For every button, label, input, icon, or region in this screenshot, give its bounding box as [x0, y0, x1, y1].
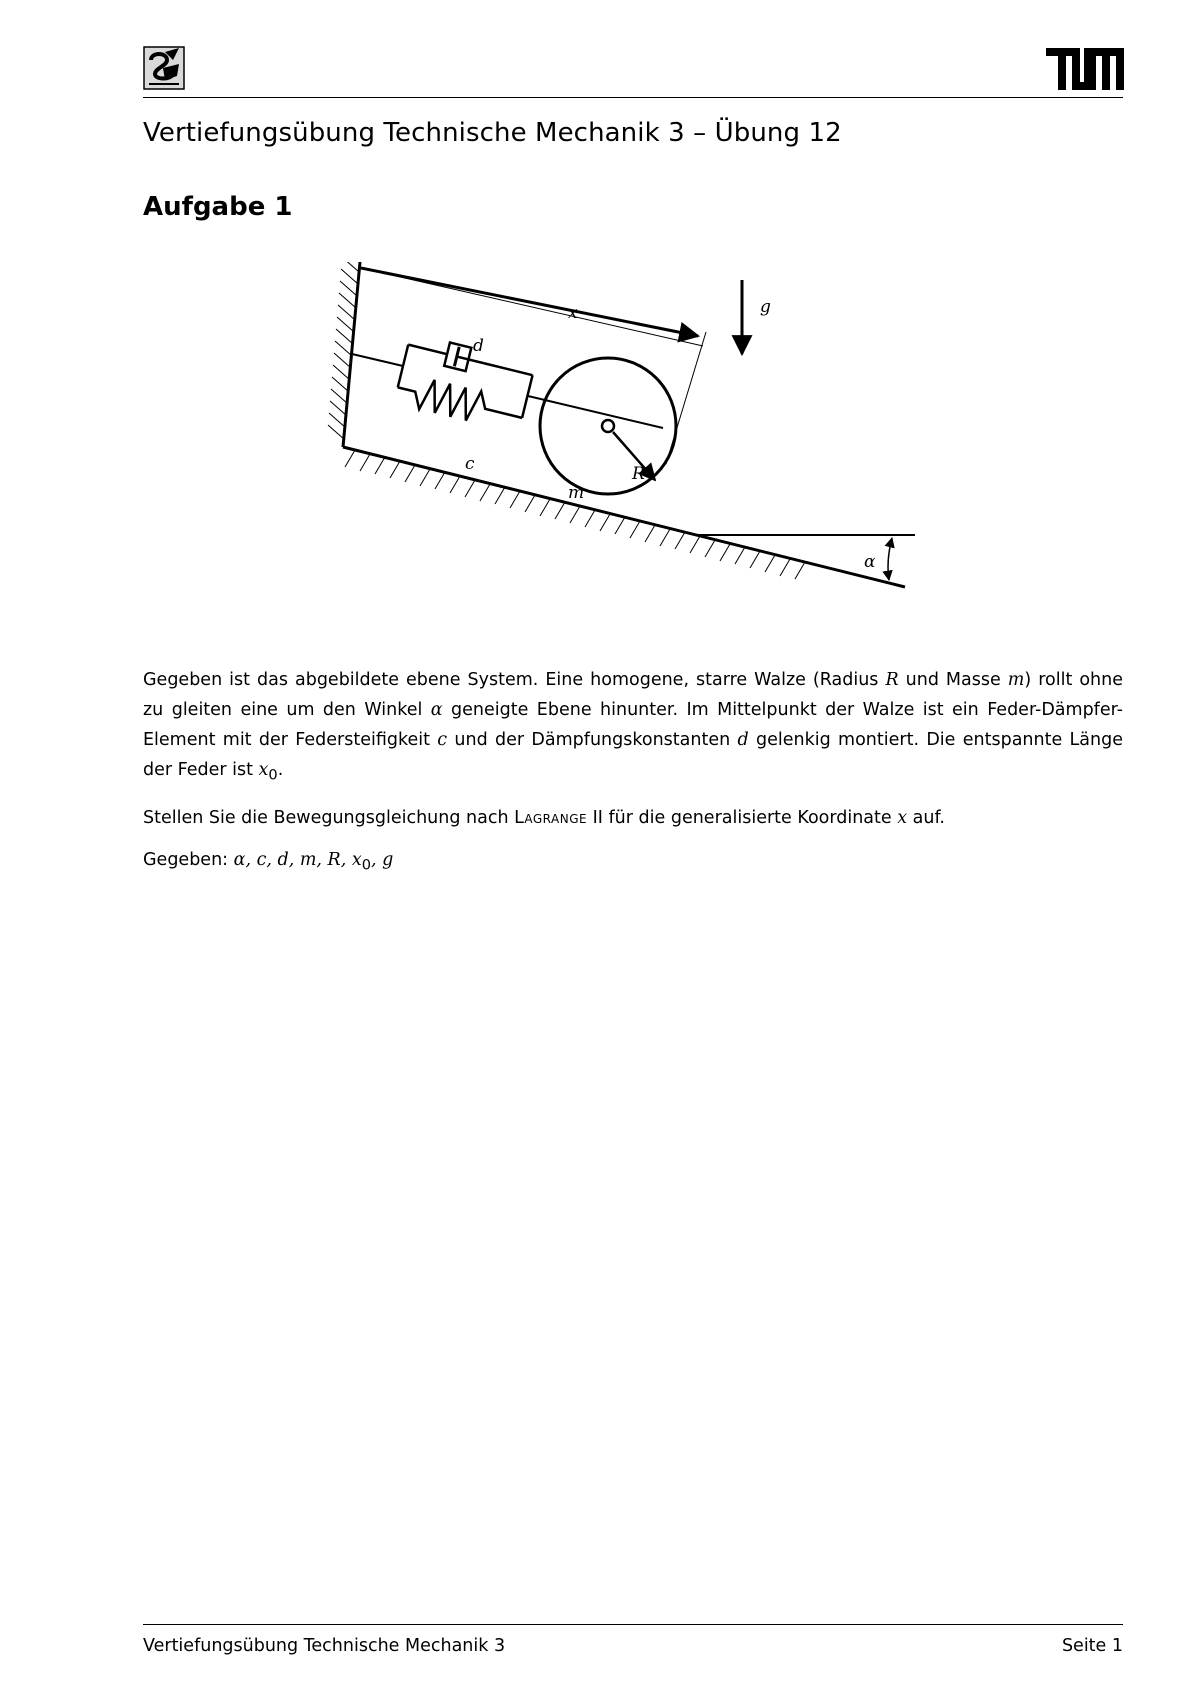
paragraph-task: Stellen Sie die Bewegungsgleichung nach Lagrange II für die generalisierte Koordinate x auf. — [143, 807, 945, 828]
label-R: R — [632, 464, 645, 484]
incline-line — [343, 447, 905, 587]
footer-course-title: Vertiefungsübung Technische Mechanik 3 — [143, 1636, 506, 1656]
label-d: d — [473, 336, 484, 356]
paragraph-description: Gegeben ist das abgebildete ebene System. Eine homogene, starre Walze (Radius R und Masse m) rollt ohne zu gleiten eine um den Winkel α geneigte Ebene hinunter. Im Mittelpunkt der Walze ist ein Feder-Dämpfer-Element mit der Federsteifigkeit c und der Dämpfungskonstanten d gelenkig montiert. Die entspannte Länge der Feder ist $x_0$. — [143, 670, 1124, 784]
rod-right — [528, 396, 663, 428]
figure-svg — [310, 262, 930, 612]
rod-left — [352, 354, 403, 366]
footer-page-number: Seite 1 — [1061, 1636, 1123, 1656]
mechanism-figure — [310, 262, 930, 612]
spring-damper-element — [394, 333, 535, 433]
paragraph-given: Gegeben: α, c, d, m, R, $x_0$, g — [143, 849, 394, 873]
footer-rule — [143, 1624, 1123, 1625]
x-dimension-arrow — [361, 268, 698, 336]
angle-arc — [888, 538, 892, 580]
mechanics-chair-logo-icon — [143, 46, 185, 90]
label-g: g — [760, 297, 771, 317]
label-m: m — [568, 483, 585, 503]
wall-hatching — [328, 262, 359, 440]
header-rule — [143, 97, 1123, 98]
tum-logo-icon — [1046, 48, 1124, 90]
incline-hatching — [345, 450, 805, 579]
document-title: Vertiefungsübung Technische Mechanik 3 – Übung 12 — [143, 118, 842, 148]
cylinder-center-joint — [602, 420, 614, 432]
label-c: c — [465, 454, 475, 474]
label-alpha: α — [864, 552, 876, 572]
problem-text — [143, 665, 1123, 892]
label-x: x — [568, 303, 578, 323]
section-heading: Aufgabe 1 — [143, 192, 293, 222]
